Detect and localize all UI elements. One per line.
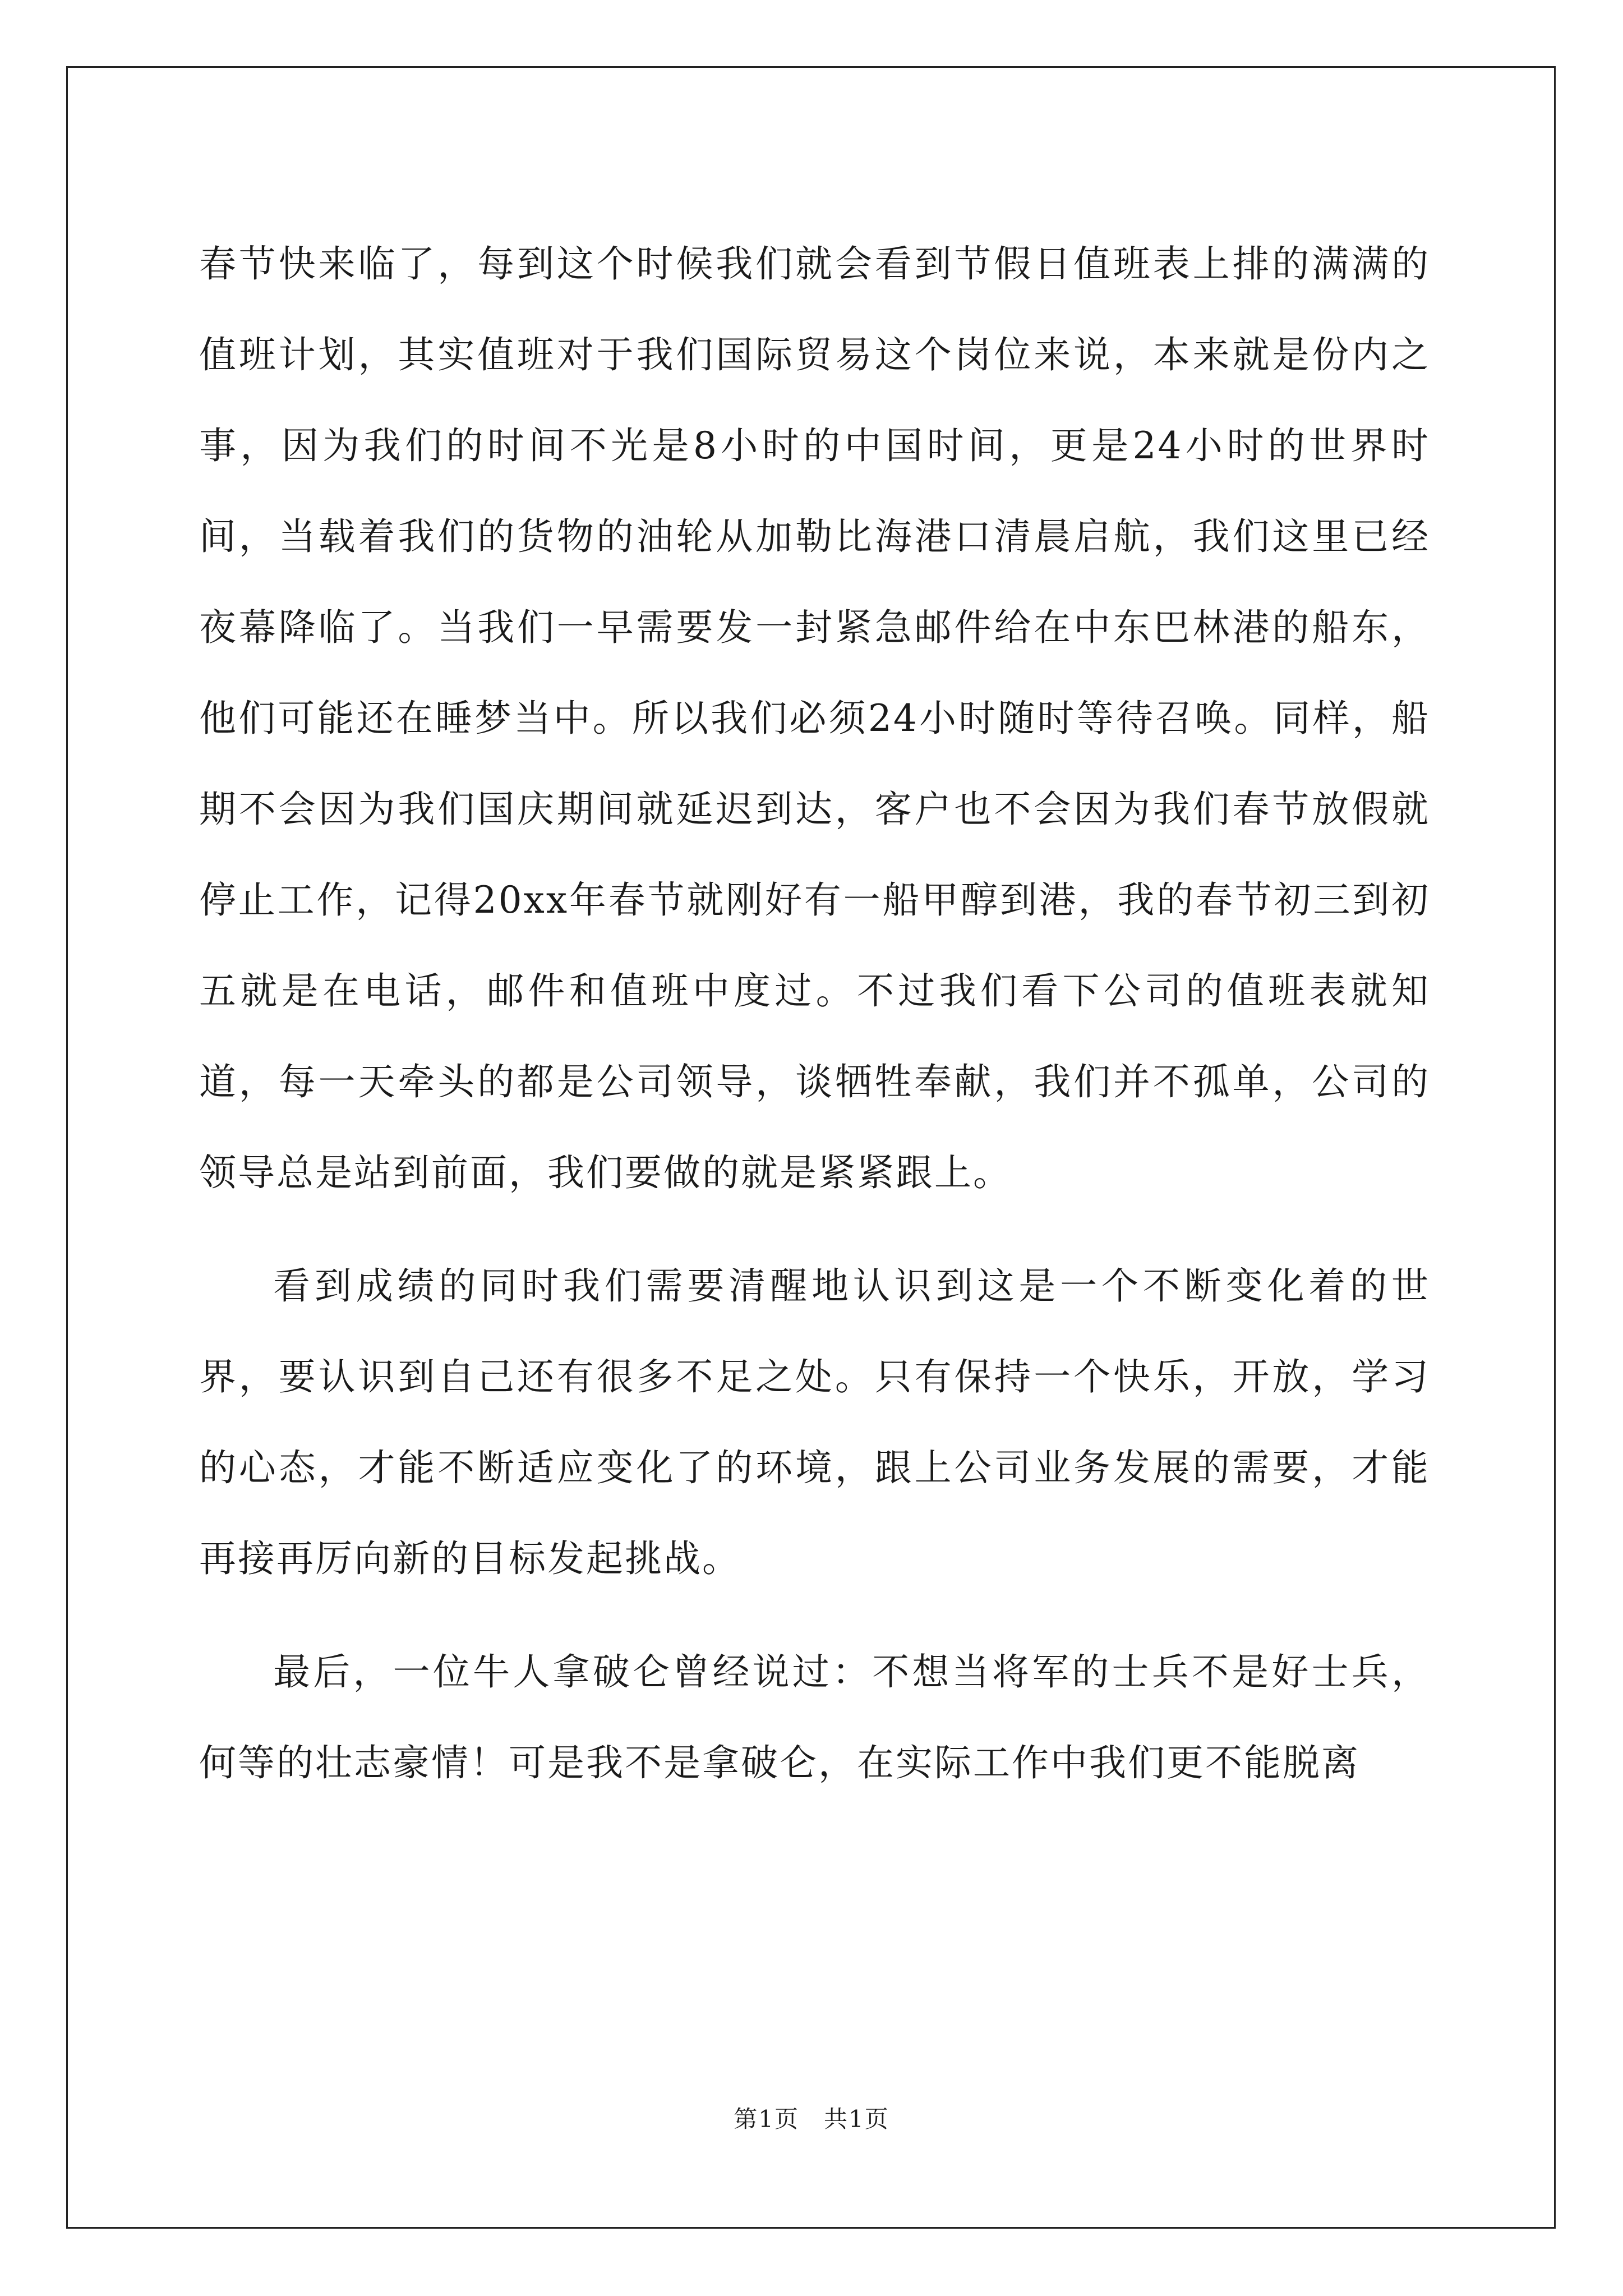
document-body	[199, 219, 1430, 1809]
paragraph-duty-schedule: 春节快来临了，每到这个时候我们就会看到节假日值班表上排的满满的值班计划，其实值班对于我们国际贸易这个岗位来说，本来就是份内之事，因为我们的时间不光是8小时的中国时间，更是24小时的世界时间，当载着我们的货物的油轮从加勒比海港口清晨启航，我们这里已经夜幕降临了。当我们一早需要发一封紧急邮件给在中东巴林港的船东，他们可能还在睡梦当中。所以我们必须24小时随时等待召唤。同样，船期不会因为我们国庆期间就延迟到达，客户也不会因为我们春节放假就停止工作，记得20xx年春节就刚好有一船甲醇到港，我的春节初三到初五就是在电话，邮件和值班中度过。不过我们看下公司的值班表就知道，每一天牵头的都是公司领导，谈牺牲奉献，我们并不孤单，公司的领导总是站到前面，我们要做的就是紧紧跟上。	[199, 242, 1430, 1194]
page-number-footer: 第1页 共1页	[734, 2105, 889, 2133]
paragraph-self-awareness: 看到成绩的同时我们需要清醒地认识到这是一个不断变化着的世界，要认识到自己还有很多不足之处。只有保持一个快乐，开放，学习的心态，才能不断适应变化了的环境，跟上公司业务发展的需要，才能再接再厉向新的目标发起挑战。	[199, 1264, 1430, 1580]
paragraph-napoleon-quote: 最后，一位牛人拿破仑曾经说过：不想当将军的士兵不是好士兵，何等的壮志豪情！可是我不是拿破仑，在实际工作中我们更不能脱离	[199, 1650, 1430, 1784]
